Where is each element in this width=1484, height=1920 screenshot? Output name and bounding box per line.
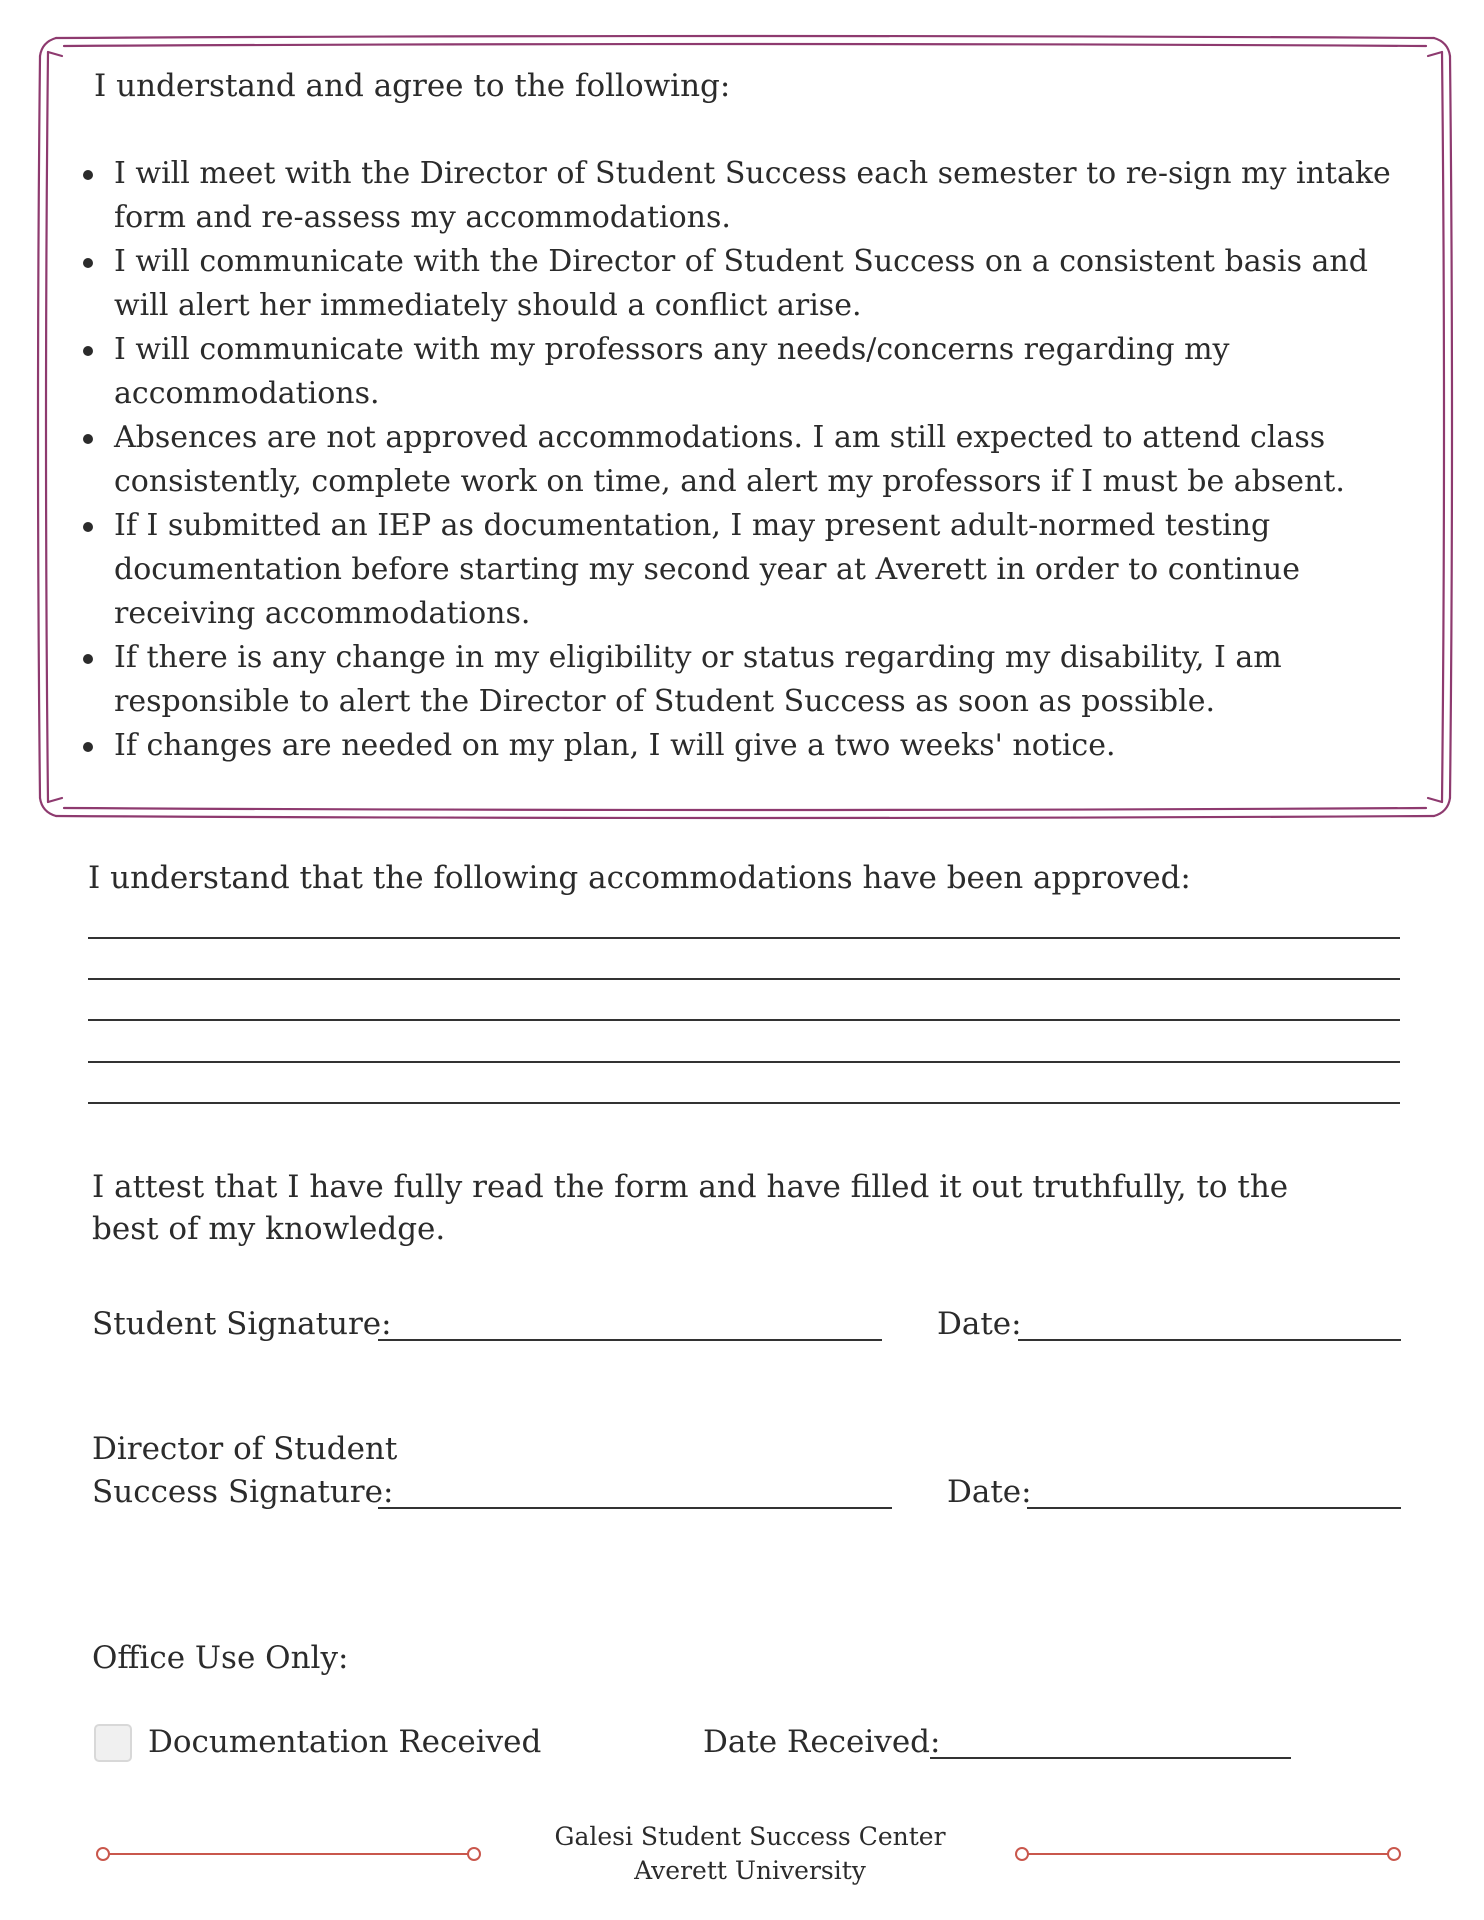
agreement-item: If changes are needed on my plan, I will give a two weeks' notice. — [80, 724, 1405, 768]
approved-heading: I understand that the following accommodations have been approved: — [88, 860, 1191, 896]
documentation-received-checkbox[interactable] — [94, 1724, 132, 1762]
accommodation-line-3[interactable] — [88, 1019, 1400, 1021]
agreement-item: If I submitted an IEP as documentation, I may present adult-normed testing documentation before starting my second year at Averett in order to continue receiving accommodations. — [80, 504, 1405, 636]
footer-right-ornament — [1012, 1842, 1412, 1866]
attest-statement: I attest that I have fully read the form and have filled it out truthfully, to the best of my knowledge. — [92, 1169, 1289, 1247]
date-received-label: Date Received: — [703, 1724, 941, 1760]
footer-center-name: Galesi Student Success Center — [554, 1822, 946, 1851]
footer-university: Averett University — [634, 1856, 866, 1885]
agreement-item: I will communicate with my professors any needs/concerns regarding my accommodations. — [80, 328, 1405, 416]
student-date-label: Date: — [937, 1306, 1022, 1342]
director-label-line1: Director of Student — [92, 1431, 398, 1467]
office-use-heading: Office Use Only: — [92, 1640, 349, 1676]
student-signature-line[interactable] — [378, 1339, 882, 1341]
director-date-line[interactable] — [1027, 1507, 1401, 1509]
accommodation-line-4[interactable] — [88, 1061, 1400, 1063]
agreement-item: I will meet with the Director of Student Success each semester to re-sign my intake form and re-assess my accommodations. — [80, 152, 1405, 240]
student-date-line[interactable] — [1018, 1339, 1401, 1341]
date-received-line[interactable] — [930, 1757, 1291, 1759]
documentation-received-label: Documentation Received — [148, 1724, 542, 1760]
agreement-item: Absences are not approved accommodations. I am still expected to attend class consistently, complete work on time, and alert my professors if I must be absent. — [80, 416, 1405, 504]
footer-left-ornament — [96, 1842, 496, 1866]
accommodation-line-5[interactable] — [88, 1102, 1400, 1104]
student-signature-label: Student Signature: — [92, 1306, 392, 1342]
accommodation-line-1[interactable] — [88, 937, 1400, 939]
director-signature-line[interactable] — [378, 1507, 892, 1509]
agreement-item: I will communicate with the Director of Student Success on a consistent basis and will alert her immediately should a conflict arise. — [80, 240, 1405, 328]
agreement-heading: I understand and agree to the following: — [94, 68, 731, 104]
agreement-item: If there is any change in my eligibility or status regarding my disability, I am responsible to alert the Director of Student Success as soon as possible. — [80, 636, 1405, 724]
agreement-list — [80, 152, 1405, 768]
accommodation-line-2[interactable] — [88, 978, 1400, 980]
director-date-label: Date: — [947, 1474, 1032, 1510]
director-label-line2: Success Signature: — [92, 1474, 394, 1510]
